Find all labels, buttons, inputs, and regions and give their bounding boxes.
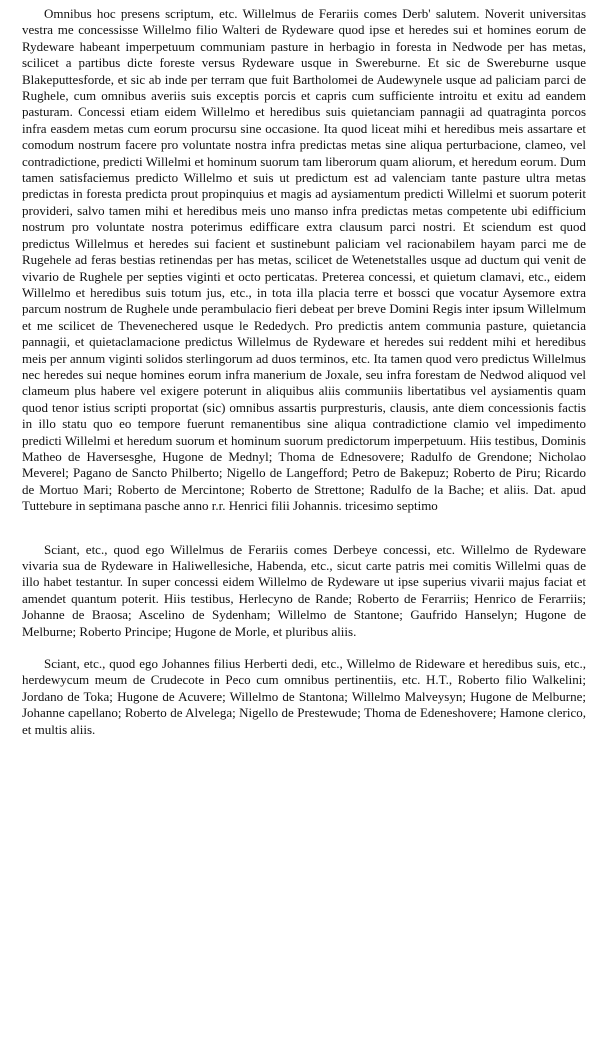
charter-paragraph-1: Omnibus hoc presens scriptum, etc. Willelmus de Ferariis comes Derb' salutem. Noverit universitas vestra me concessisse Willelmo filio Walteri de Rydeware quod ipse et heredes sui et homines eorum de Rydeware habeant imperpetuum communiam pasture in herbagio in foresta in Nedwode per has metas, scilicet a partibus dicte foreste versus Rydeware usque in Swereburne. Et sic de Swereburne usque Blakeputtesforde, et sic ab inde per terram que fuit Bartholomei de Audewynele usque ad paliciam parci de Rughele, cum omnibus averiis suis exceptis porcis et capris cum sufficiente introitu et exitu ad eandem pasturam. Concessi etiam eidem Willelmo et heredibus suis quietanciam pannagii ad quatraginta porcos infra easdem metas cum eorum procursu sine occasione. Ita quod liceat mihi et heredibus meis assartare et comodum nostrum facere pro voluntate nostra infra predictas metas sine aliqua perturbacione, clameo, vel contradictione, predicti Willelmi et hominum suorum tam liberorum quam aliorum, et heredum eorum. Dum tamen satisfaciemus predicto Willelmo et suis ut predictum est ad valenciam tante pasture ultra metas predictas in foresta predicta prout propinquius et magis ad aysiamentum predicti Willelmi et suorum poterit provideri, salvo tamen mihi et heredibus meis uno manso infra predictas metas competente ubi edifficium nostrum pro voluntate nostra poterimus edifficare extra clausum parci nostri. Et sciendum est quod predictus Willelmus et heredes sui facient et sustinebunt paliciam vel racionabilem hayam parci me de Rugehele ad feras bestias retinendas per has metas, scilicet de Wetenetstalles usque ad ductum qui venit de vivario de Rughele per septies viginti et octo perticatas. Preterea concessi, et quietum clamavi, etc., eidem Willelmo et heredibus suis totum jus, etc., in tota illa placia terre et bossci que vocatur Aysemore extra parcum nostrum de Rughele unde perambulacio fieri debeat per breve Domini Regis inter ipsum Willelmum et me scilicet de Thevenechered usque le Rededych. Pro predictis antem communia pasture, quietancia pannagii, et quietaclamacione predictus Willelmus de Rydeware et heredes sui reddent mihi et heredibus meis per annum viginti solidos sterlingorum ad duos terminos, etc. Ita tamen quod vero predictus Willelmus nec heredes sui neque homines eorum infra manerium de Joxale, seu infra forestam de Nedwod aliquod vel clameum plus habere vel exigere poterunt in aliquibus aliis communiis libertatibus vel aysiamentis quam quod tenor istius scripti proportat (sic) omnibus assartis purpresturis, clausis, ante diem concessionis factis in illo statu quo eo tempore fuerunt remanentibus sine aliqua contradictione clamio vel impedimento predicti Willelmi et heredum suorum et hominum suorum predictorum imperpetuum. Hiis testibus, Dominis Matheo de Haversesghe, Hugone de Mednyl; Thoma de Ednesovere; Radulfo de Grendone; Nicholao Meverel; Pagano de Sancto Philberto; Nigello de Langefford; Petro de Bakepuz; Roberto de Piru; Ricardo de Mortuo Mari; Roberto de Mercintone; Roberto de Strettone; Radulfo de la Bache; et aliis. Dat. apud Tuttebure in septimana pasche anno r.r. Henrici filii Johannis. tricesimo septimo [22, 6, 586, 514]
paragraph-spacer [22, 640, 586, 656]
charter-paragraph-3: Sciant, etc., quod ego Johannes filius Herberti dedi, etc., Willelmo de Rideware et heredibus suis, etc., herdewycum meum de Crudecote in Peco cum omnibus pertinentiis, etc. H.T., Roberto filio Walkelini; Jordano de Toka; Hugone de Acuvere; Willelmo de Stantona; Willelmo Malveysyn; Hugone de Melburne; Johanne capellano; Roberto de Alvelega; Nigello de Prestewude; Thoma de Edeneshovere; Hamone clerico, et multis aliis. [22, 656, 586, 737]
paragraph-spacer [22, 515, 586, 542]
charter-paragraph-2: Sciant, etc., quod ego Willelmus de Ferariis comes Derbeye concessi, etc. Willelmo de Rydeware vivaria sua de Rydeware in Haliwellesiche, Habenda, etc., sicut carte patris mei comitis Willelmi quas de illo habet testantur. In super concessi eidem Willelmo de Rydeware ut ipse superius vivarii majus faciat et amendet quantum poterit. Hiis testibus, Herlecyno de Rande; Roberto de Ferarriis; Henrico de Ferarriis; Johanne de Braosa; Ascelino de Sydenham; Willelmo de Stantone; Gaufrido Hanselyn; Hugone de Melburne; Roberto Principe; Hugone de Morle, et pluribus aliis. [22, 541, 586, 639]
